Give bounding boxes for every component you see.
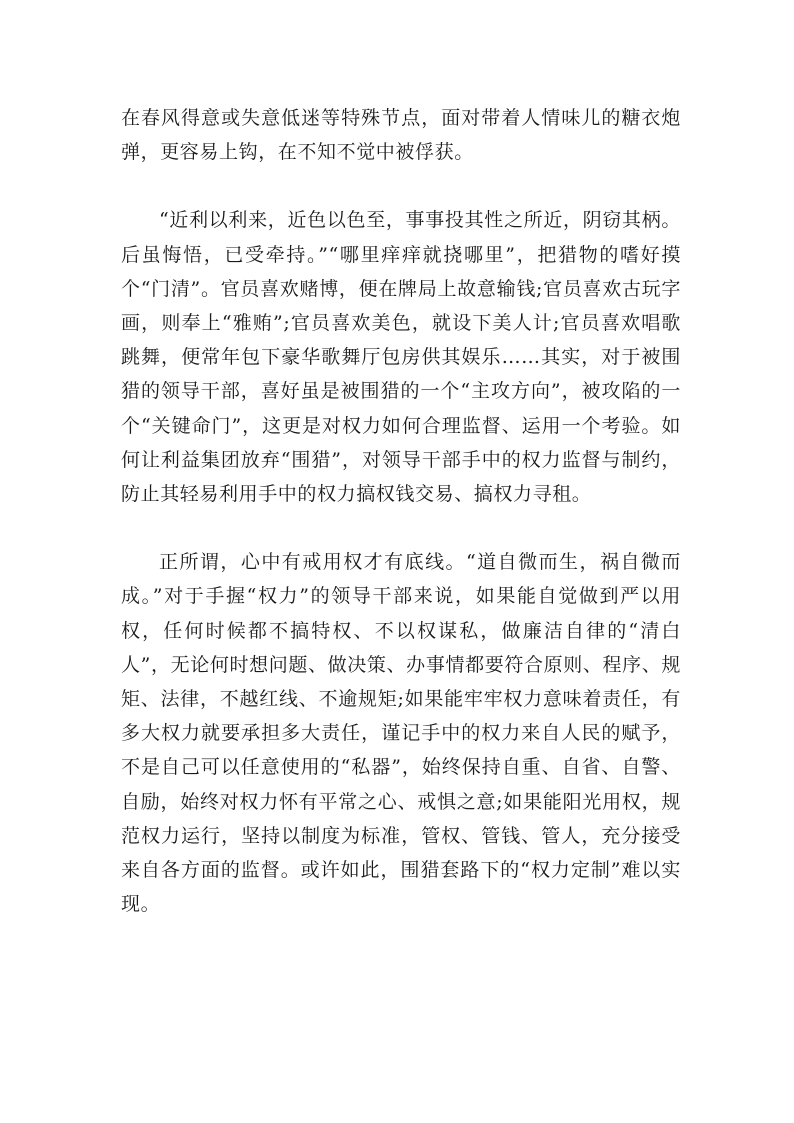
paragraph-hunting-methods: “近利以利来，近色以色至，事事投其性之所近，阴窃其柄。后虽悔悟，已受牵持。”“哪里痒痒就挠哪里”，把猎物的嗜好摸个“门清”。官员喜欢赌博，便在牌局上故意输钱;官员喜欢古玩字画，则奉上“雅贿”;官员喜欢美色，就设下美人计;官员喜欢唱歌跳舞，便常年包下豪华歌舞厅包房供其娱乐……其实，对于被围猎的领导干部，喜好虽是被围猎的一个“主攻方向”，被攻陷的一个“关键命门”，这更是对权力如何合理监督、运用一个考验。如何让利益集团放弃“围猎”，对领导干部手中的权力监督与制约，防止其轻易利用手中的权力搞权钱交易、搞权力寻租。 (121, 209, 681, 506)
paragraph-continuation: 在春风得意或失意低迷等特殊节点，面对带着人情味儿的糖衣炮弹，更容易上钩，在不知不觉中被俘获。 (121, 107, 681, 164)
paragraph-power-discipline: 正所谓，心中有戒用权才有底线。“道自微而生，祸自微而成。”对于手握“权力”的领导干部来说，如果能自觉做到严以用权，任何时候都不搞特权、不以权谋私，做廉洁自律的“清白人”，无论何时想问题、做决策、办事情都要符合原则、程序、规矩、法律，不越红线、不逾规矩;如果能牢牢权力意味着责任，有多大权力就要承担多大责任，谨记手中的权力来自人民的赋予，不是自己可以任意使用的“私器”，始终保持自重、自省、自警、自励，始终对权力怀有平常之心、戒惧之意;如果能阳光用权，规范权力运行，坚持以制度为标准，管权、管钱、管人，充分接受来自各方面的监督。或许如此，围猎套路下的“权力定制”难以实现。 (121, 551, 681, 916)
document-body (121, 101, 681, 921)
